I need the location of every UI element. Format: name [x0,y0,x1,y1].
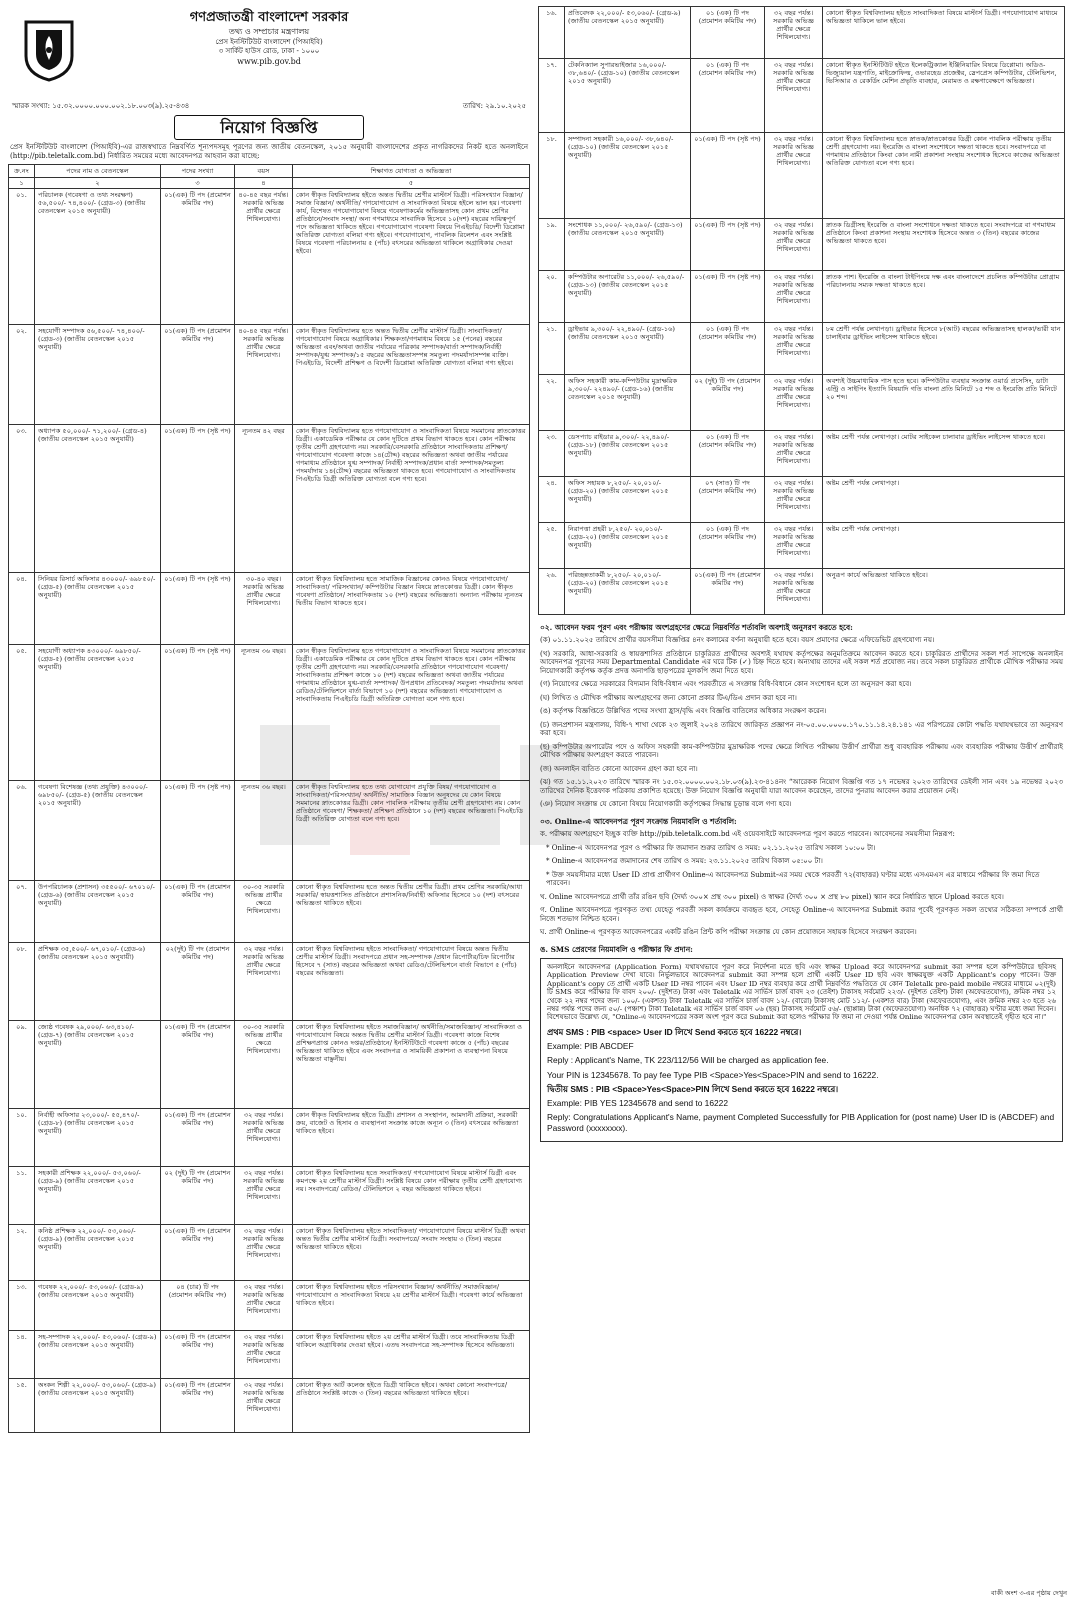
serial-cell: ০৫. [9,645,35,781]
post-cell: সহকারী প্রশিক্ষক ২২,০০০/- ৫৩,০৬০/- (গ্রেড-৯) (জাতীয় বেতনস্কেল ২০১৫ অনুযায়ী) [35,1167,161,1225]
serial-cell: ১৯. [539,219,565,271]
post-cell: অফিস সহায়ক ৮,২৫০/- ২০,০১০/- (গ্রেড-২০) (জাতীয় বেতনস্কেল ২০১৫ অনুযায়ী) [565,477,691,523]
serial-cell: ০৯. [9,1021,35,1109]
count-cell: ০১(এক) টি পদ (সৃষ্ট পদ) [161,781,235,881]
post-cell: নিরাপত্তা প্রহরী ৮,২৫০/- ২০,০১০/- (গ্রেড-২০) (জাতীয় বেতনস্কেল ২০১৫ অনুযায়ী) [565,523,691,569]
qualification-cell: কোন স্বীকৃত বিশ্ববিদ্যালয় হতে অন্তত দ্বিতীয় শ্রেণীর মাস্টার্স ডিগ্রী। সাংবাদিকতা/ গণযোগাযোগ বিষয়ে অগ্রাধিকার। শিক্ষকতা/গণমাধ্যম বিষয়ে ১৫ (পনের) বছরের অভিজ্ঞতা এবং/অথবা জাতীয় পর্যায়ের পত্রিকার সম্পাদক/বার্তা সম্পাদক/নির্বাহী সম্পাদক/যুগ্ম সম্পাদক/১৫ বছরের অভিজ্ঞতাসম্পন্ন সমতুল্য পদমর্যাদাসম্পন্ন ব্যক্তি। পিএইচডি, বিদেশী প্রশিক্ষণ ও বিদেশী ডিপ্লোমা অতিরিক্ত যোগ্যতা বলিয়া গণ্য হইবে। [293,325,530,425]
table-row [9,1167,530,1225]
online-accuracy-rule: গ. Online আবেদনপত্রে পূরণকৃত তথ্য যেহেতু পরবর্তী সকল কার্যক্রমে ব্যবহৃত হবে, সেহেতু Online-এ আবেদনপত্র Submit করার পূর্বেই পূরণকৃত সকল তথ্যের সঠিকতা সম্পর্কে প্রার্থী নিজে শতভাগ নিশ্চিত হবেন। [540,906,1063,923]
serial-cell: ২৩. [539,431,565,477]
age-cell: ৩২ বছর পর্যন্ত। সরকারি অভিজ্ঞ প্রার্থীর ক্ষেত্রে শিথিলযোগ্য। [235,1331,293,1379]
count-cell: ০১(এক) টি পদ (প্রমোশন কমিটির পদ) [691,569,765,615]
table-row [539,7,1065,59]
count-cell: ০১ (এক) টি পদ (প্রমোশন কমিটির পদ) [691,431,765,477]
condition-item: (ক) ০১.১১.২০২৫ তারিখে প্রার্থীর বয়সসীমা বিজ্ঞপ্তির ৪নং কলামের বর্ণনা অনুযায়ী হতে হবে। বয়স প্রমাণের ক্ষেত্রে এফিডেভিট গ্রহণযোগ্য নয়। [540,636,935,645]
table-row [9,1225,530,1281]
serial-cell: ২২. [539,375,565,431]
header-num: ১ [9,178,35,189]
table-row [9,781,530,881]
count-cell: ০৪ (চার) টি পদ (প্রমোশন কমিটির পদ) [161,1281,235,1331]
memo-number: স্মারক সংখ্যা: ১৫.৩২.০০০০.০০০.০০২.১৮.০০৩(৯).২৫-৪৩৪ [12,102,190,110]
age-cell: ৩২ বছর পর্যন্ত। সরকারি অভিজ্ঞ প্রার্থীর ক্ষেত্রে শিথিলযোগ্য। [235,943,293,1021]
age-cell: ৩২ বছর পর্যন্ত। সরকারি অভিজ্ঞ প্রার্থীর ক্ষেত্রে শিথিলযোগ্য। [765,7,823,59]
condition-item: (গ) নিয়োগের ক্ষেত্রে সরকারের বিদ্যমান বিধি-বিধান এবং পরবর্তীতে এ সংক্রান্ত বিধি-বিধানে কোন সংশোধন হলে তা অনুসরণ করা হবে। [540,680,912,689]
age-cell: ৩২ বছর পর্যন্ত। সরকারি অভিজ্ঞ প্রার্থীর ক্ষেত্রে শিথিলযোগ্য। [235,1281,293,1331]
table-row [539,133,1065,219]
serial-cell: ১৫. [9,1379,35,1433]
qualification-cell: কোনো স্বীকৃত ইনস্টিটিউট হইতে ইলেকট্রিক্যাল ইঞ্জিনিয়ারিং বিষয়ে ডিপ্লোমা। অডিও-ভিজ্যুয়াল যন্ত্রপাতি, মাইক্রোফিল্ম, ওভারহেড প্রজেক্টর, স্লেপপ্রেস কম্পিউটার, টেলিভিশন, ভিসিআর ও রেকর্ডিং মেশিন প্রভৃতি ব্যবহার, মেরামত ও রক্ষণাবেক্ষণে অভিজ্ঞতা। [823,59,1065,133]
table-row [539,477,1065,523]
count-cell: ০১(এক) টি পদ (সৃষ্ট পদ) [691,133,765,219]
header-count: পদের সংখ্যা [161,165,235,178]
ministry-name: তথ্য ও সম্প্রচার মন্ত্রণালয় [228,26,310,36]
table-row [9,573,530,645]
count-cell: ০২(দুই) টি পদ (প্রমোশন কমিটির পদ) [161,943,235,1021]
serial-cell: ২১. [539,323,565,375]
age-cell: ৩২ বছর পর্যন্ত। সরকারি অভিজ্ঞ প্রার্থীর ক্ষেত্রে শিথিলযোগ্য। [765,477,823,523]
table-header-number-row [9,178,530,189]
header-num: ২ [35,178,161,189]
qualification-cell: কোনো স্বীকৃত বিশ্ববিদ্যালয় হইতে সমাজবিজ্ঞান/ অর্থনীতি/সমাজবিজ্ঞান/ সাংবাদিকতা ও গণযোগাযোগ বিষয়ে অন্তত দ্বিতীয় শ্রেণীর মাস্টার্স ডিগ্রী। গবেষণা কাজে বিশেষ প্রশিক্ষণপ্রাপ্ত কোনও দপ্তর/প্রতিষ্ঠানে/ ইনস্টিটিউটে গবেষণা কাজে ৫ (পাঁচ) বছরের অভিজ্ঞতা থাকিতে হইবে এবং সংবাদপত্র ও সাময়িকী প্রকাশনা ও ব্যবস্থাপনা বিষয়ে অভিজ্ঞতা বাঞ্ছনীয়। [293,1021,530,1109]
serial-cell: ১৬. [539,7,565,59]
notice-title: নিয়োগ বিজ্ঞপ্তি [174,115,364,141]
table-row [539,569,1065,615]
serial-cell: ০৮. [9,943,35,1021]
qualification-cell: কোনো স্বীকৃত আর্ট কলেজ হইতে ডিগ্রী থাকিতে হইবে। অথবা কোনো সংবাদপত্রে/প্রতিষ্ঠানে সংশ্লিষ্ট কাজে ৩ (তিন) বছরের অভিজ্ঞতা থাকিতে হইবে। [293,1379,530,1433]
first-sms-label: প্রথম SMS : PIB <space> User ID লিখে Send করতে হবে 16222 নম্বরে। [547,1026,802,1037]
post-cell: পরিচালক (গবেষণা ও তথ্য সংরক্ষণ) ৫৬,৫০০/- ৭৪,৪০০/- (গ্রেড-৩) (জাতীয় বেতনস্কেল ২০১৫ অনুযায়ী) [35,189,161,325]
serial-cell: ১০. [9,1109,35,1167]
table-row [539,431,1065,477]
qualification-cell: কোনো স্বীকৃত বিশ্ববিদ্যালয় হতে অন্তত দ্বিতীয় শ্রেণীর ডিগ্রী। প্রথম শ্রেণির সরকারি/আধা সরকারি/ স্বায়ত্তশাসিত প্রতিষ্ঠানে প্রশাসনিক/নির্বাহী অফিসার হিসেবে ১০ (দশ) বৎসরের অভিজ্ঞতা থাকিতে হইবে। [293,881,530,943]
count-cell: ০১ (এক) টি পদ (প্রমোশন কমিটির পদ) [691,323,765,375]
table-row [9,1281,530,1331]
header-qualification: শিক্ষাগত যোগ্যতা ও অভিজ্ঞতা [293,165,530,178]
serial-cell: ১১. [9,1167,35,1225]
post-cell: টেকনিক্যাল সুপারভাইজার ১৬,০০০/- ৩৮,৬৪০/- (গ্রেড-১০) (জাতীয় বেতনস্কেল ২০১৫ অনুযায়ী) [565,59,691,133]
age-cell: ৩২ বছর পর্যন্ত। সরকারি অভিজ্ঞ প্রার্থীর ক্ষেত্রে শিথিলযোগ্য। [765,271,823,323]
first-sms-reply: Reply : Applicant's Name, TK 223/112/56 Will be charged as application fee. [547,1055,829,1066]
condition-item: (ঙ) কর্তৃপক্ষ বিজ্ঞপ্তিতে উল্লিখিত পদের সংখ্যা হ্রাস/বৃদ্ধি এবং বিজ্ঞপ্তি বাতিলের অধিকার সংরক্ষণ করেন। [540,707,827,716]
government-name: গণপ্রজাতন্ত্রী বাংলাদেশ সরকার [189,10,349,25]
online-fee-note: * উক্ত সময়সীমার মধ্যে User ID প্রাপ্ত প্রার্থীগণ Online-এ আবেদনপত্র Submit-এর সময় থেকে পরবর্তী ৭২(বাহাত্তর) ঘণ্টার মধ্যে এসএমএস এর মাধ্যমে পরীক্ষার ফি জমা দিতে পারবেন। [546,870,1040,888]
serial-cell: ১৪. [9,1331,35,1379]
online-end-date: * Online-এ আবেদনপত্র জমাদানের শেষ তারিখ ও সময়: ২৩.১১.২০২৫ তারিখ বিকাল ০৫:০০ টা। [546,857,823,866]
condition-item: (জ) অনলাইন ব্যতিত কোনো আবেদন গ্রহণ করা হবে না। [540,764,698,773]
age-cell: ৩২ বছর পর্যন্ত। সরকারি অভিজ্ঞ প্রার্থীর ক্ষেত্রে শিথিলযোগ্য। [765,133,823,219]
table-row [539,271,1065,323]
condition-item: (খ) সরকারি, আধা-সরকারি ও স্বায়ত্তশাসিত প্রতিষ্ঠানে চাকুরিরত প্রার্থীদের অবশ্যই যথাযথ কর্তৃপক্ষের অনুমতিক্রমে আবেদন করতে হবে। চাকুরিরত প্রার্থীদের সকল শর্ত সাপেক্ষে অনলাইন আবেদনপত্র পূরণের সময় Departmental Candidate এর ঘরে টিক (✓) চিহ্ন দিতে হবে। অন্যথায় তাদের এই সকল শর্ত প্রযোজ্য নয়। তবে সকল চাকুরিরত প্রার্থীকে মৌখিক পরীক্ষার সময় নিয়োগকারী কর্তৃপক্ষ কর্তৃক প্রদত্ত অনাপত্তি ছাড়পত্রের মূলকপি জমা দিতে হবে। [540,649,1063,675]
table-row [9,1021,530,1109]
header-num: ৪ [235,178,293,189]
website-link[interactable]: www.pib.gov.bd [237,56,301,66]
post-cell: গবেষণা বিশেষজ্ঞ (তথ্য প্রযুক্তি) ৪৩০০০/- ৬৯৮৫০/- (গ্রেড-৫) (জাতীয় বেতনস্কেল ২০১৫ অনুযায়ী) [35,781,161,881]
age-cell: ৪০-৪৫ বছর পর্যন্ত। সরকারি অভিজ্ঞ প্রার্থীর ক্ষেত্রে শিথিলযোগ্য। [235,325,293,425]
table-row [539,523,1065,569]
conditions-title: ০২. আবেদন ফরম পূরণ এবং পরীক্ষায় অংশগ্রহণের ক্ষেত্রে নিম্নবর্ণিত শর্তাবলি অবশ্যই অনুসরণ করতে হবে: [540,623,853,632]
count-cell: ০১(এক) টি পদ (প্রমোশন কমিটির পদ) [161,881,235,943]
serial-cell: ০৬. [9,781,35,881]
count-cell: ০১(এক) টি পদ (সৃষ্ট পদ) [161,573,235,645]
left-column [8,6,530,1594]
age-cell: ৩২ বছর পর্যন্ত। সরকারি অভিজ্ঞ প্রার্থীর ক্ষেত্রে শিথিলযোগ্য। [235,1379,293,1433]
count-cell: ০১ (এক) টি পদ (প্রমোশন কমিটির পদ) [691,7,765,59]
age-cell: ৩০-৪০ বছর। সরকারি অভিজ্ঞ প্রার্থীর ক্ষেত্রে শিথিলযোগ্য। [235,573,293,645]
qualification-cell: অষ্টম শ্রেণী পর্যন্ত লেখাপড়া। [823,477,1065,523]
online-photo-rule: খ. Online আবেদনপত্রে প্রার্থী তাঁর রঙিন ছবি (দৈর্ঘ্য ৩০০× প্রস্থ ৩০০ pixel) ও স্বাক্ষর (দৈর্ঘ্য ৩০০ × প্রস্থ ৮০ pixel) স্ক্যান করে নির্ধারিত স্থানে Upload করতে হবে। [540,892,1004,901]
serial-cell: ২৪. [539,477,565,523]
table-row [9,943,530,1021]
post-cell: প্রতিবেদক ২২,০০০/- ৫৩,০৬০/- (গ্রেড-৯) (জাতীয় বেতনস্কেল ২০১৫ অনুযায়ী) [565,7,691,59]
age-cell: ৩২ বছর পর্যন্ত। সরকারি অভিজ্ঞ প্রার্থীর ক্ষেত্রে শিথিলযোগ্য। [765,523,823,569]
serial-cell: ২৬. [539,569,565,615]
qualification-cell: কোন স্বীকৃত বিশ্ববিদ্যালয় হইতে ডিগ্রী। প্রশাসন ও সংস্থাপন, আমদানী প্রক্রিয়া, সরকারী ক্রয়, বাজেট ও হিসাব ও ব্যবস্থাপনা সংক্রান্ত কাজে অন্যূন ৩ (তিন) বৎসরের অভিজ্ঞতা থাকিতে হইবে। [293,1109,530,1167]
age-cell: ৩২ বছর পর্যন্ত। সরকারি অভিজ্ঞ প্রার্থীর ক্ষেত্রে শিথিলযোগ্য। [235,1225,293,1281]
vacancy-table-left [8,164,530,1433]
qualification-cell: কোনো স্বীকৃত বিশ্ববিদ্যালয় হইতে পরিসংখ্যান বিজ্ঞান/ অর্থনীতি/ সমাজবিজ্ঞান/ গণযোগাযোগ ও সাংবাদিকতা বিষয়ে ২য় শ্রেণীর মাস্টার্স ডিগ্রী। গবেষণা কার্যে অভিজ্ঞতা থাকিতে হইবে। [293,1281,530,1331]
continued-note: বাকী অংশ ৩-এর পৃষ্ঠায় দেখুন [991,1589,1067,1598]
serial-cell: ০২. [9,325,35,425]
condition-item: (ছ) কম্পিউটার অপারেটর পদে ও অফিস সহকারী কাম-কম্পিউটার মুদ্রাক্ষরিক পদের ক্ষেত্রে লিখিত পরীক্ষায় উত্তীর্ণ প্রার্থীরা শুধু ব্যবহারিক পরীক্ষায় এবং ব্যবহারিক পরীক্ষায় উত্তীর্ণ প্রার্থীরাই মৌখিক পরীক্ষায় অংশগ্রহণ করতে পারবেন। [540,742,1063,760]
qualification-cell: কোনো স্বীকৃত বিশ্ববিদ্যালয় হইতে সাংবাদিকতা বিষয়ে মাস্টার্স ডিগ্রী। গণযোগাযোগ মাধ্যমে অভিজ্ঞতা থাকিলে ভাল হইবে। [823,7,1065,59]
count-cell: ০১(এক) টি পদ (সৃষ্ট পদ) [691,219,765,271]
post-cell: প্রশিক্ষক ৩৫,৫০০/- ৬৭,০১০/- (গ্রেড-৬) (জাতীয় বেতনস্কেল ২০১৫ অনুযায়ী) [35,943,161,1021]
vacancy-table-right [538,6,1065,615]
qualification-cell: কোন স্বীকৃত বিশ্ববিদ্যালয় হইতে অন্তত দ্বিতীয় শ্রেণীর মাস্টার্স ডিগ্রী। পরিসংখ্যান বিজ্ঞান/সমাজ বিজ্ঞান/ অর্থনীতি/ গণযোগাযোগ ও সাংবাদিকতা বিষয়ে হইলে ভাল হয়। গবেষণা কার্য, বিশেষত গণযোগাযোগ বিষয়ে গবেষণাকর্মের অভিজ্ঞতাসহ কোন প্রথম শ্রেণির প্রতিষ্ঠানে/সংবাদ সংস্থা/ অন্য গণমাধ্যমে সাংবাদিক হিসেবে ১০(দশ) বছরের দায়িত্বপূর্ণ পদে অভিজ্ঞতা থাকিতে হইবে। গণযোগাযোগ গবেষণা বিষয়ে পিএইচডি/ বিদেশী ডিপ্লোমা অতিরিক্ত যোগ্যতা বলিয়া গণ্য হইবে। গণযোগাযোগ, পাবলিক রিলেশন এবং সংশ্লিষ্ট বিষয়ে গবেষণা পরিচালনায় ৫ (পাঁচ) বৎসরের অভিজ্ঞতা থাকিলে অগ্রাধিকার দেওয়া হইবে। [293,189,530,325]
table-row [9,189,530,325]
header-num: ৩ [161,178,235,189]
condition-item: (ঝ) গত ১৫.১১.২০২৩ তারিখে স্মারক নং ১৫.৩২.০০০০.০০২.১৮.০৩(৯).২৩-৪১৪নং “আরেকক নিয়োগ বিজ্ঞপ্তি গত ১৭ নভেম্বর ২০২৩ তারিখের ডেইলী সান এবং ১৯ নভেম্বর ২০২৩ তারিখের দৈনিক ইত্তেফাক পত্রিকায় প্রকাশিত হয়েছে। উক্ত নিয়োগ বিজ্ঞপ্তি অনুযায়ী যারা আবেদন করেছেন, তাদের পুনরায় আবেদন করার প্রয়োজন নেই। [540,778,1063,795]
serial-cell: ১২. [9,1225,35,1281]
post-cell: কম্পিউটার অপারেটর ১১,০০০/- ২৬,৫৯০/- (গ্রেড-১৩) (জাতীয় বেতনস্কেল ২০১৫ অনুযায়ী) [565,271,691,323]
header-age: বয়স [235,165,293,178]
serial-cell: ১৭. [539,59,565,133]
table-row [539,219,1065,271]
age-cell: ন্যূনতম ৩৬ বছর। [235,645,293,781]
count-cell: ০৭ (সাত) টি পদ (প্রমোশন কমিটির পদ) [691,477,765,523]
online-intro: ক. পরীক্ষায় অংশগ্রহণে ইচ্ছুক ব্যক্তি http://pib.teletalk.com.bd এই ওয়েবসাইটে আবেদনপত্র পূরণ করতে পারবেন। আবেদনের সময়সীমা নিম্নরূপ: [540,830,955,839]
serial-cell: ০৪. [9,573,35,645]
institute-address: ৩ সার্কিট হাউস রোড, ঢাকা - ১০০০ [218,47,320,56]
post-cell: ডেসপ্যাচ রাইডার ৯,৩০০/- ২২,৪৯০/- (গ্রেড-১৮) (জাতীয় বেতনস্কেল ২০১৫ অনুযায়ী) [565,431,691,477]
post-cell: সহযোগী অধ্যাপক ৪৩০০০/- ৬৯৮৫০/- (গ্রেড-৫) (জাতীয় বেতনস্কেল ২০১৫ অনুযায়ী) [35,645,161,781]
institute-name: প্রেস ইনস্টিটিউট বাংলাদেশ (পিআইবি) [215,37,323,46]
sms-title: ঙ. SMS প্রেরণের নিয়মাবলি ও পরীক্ষার ফি প্রদান: [540,944,693,954]
header-serial: ক্র.নং [9,165,35,178]
qualification-cell: কোনো স্বীকৃত বিশ্ববিদ্যালয় হইতে সাংবাদিকতা/ গণযোগাযোগ বিষয়ে মাস্টার্স ডিগ্রী অথবা অন্তত দ্বিতীয় শ্রেণীর মাস্টার্স ডিগ্রী। সংবাদপত্রে/ সংবাদ সংস্থায় ৩ (তিন) বছরের অভিজ্ঞতা থাকিতে হইবে। [293,1225,530,1281]
table-row [9,425,530,573]
serial-cell: ১৮. [539,133,565,219]
online-print-rule: ঘ. প্রার্থী Online-এ পূরণকৃত আবেদনপত্রের একটি রঙিন প্রিন্ট কপি পরীক্ষা সংক্রান্ত যে কোন প্রয়োজনে সহায়ক হিসেবে সংরক্ষণ করবেন। [540,928,917,937]
post-cell: সহ-সম্পাদক ২২,০০০/- ৫৩,০৬০/- (গ্রেড-৯) (জাতীয় বেতনস্কেল ২০১৫ অনুযায়ী) [35,1331,161,1379]
first-sms-example: Example: PIB ABCDEF [547,1041,634,1052]
serial-cell: ০৭. [9,881,35,943]
age-cell: ৩২ বছর পর্যন্ত। সরকারি অভিজ্ঞ প্রার্থীর ক্ষেত্রে শিথিলযোগ্য। [235,1167,293,1225]
post-cell: অধ্যাপক ৫০,০০০/- ৭১,২০০/- (গ্রেড-৪) (জাতীয় বেতনস্কেল ২০১৫ অনুযায়ী) [35,425,161,573]
post-cell: জ্যেষ্ঠ গবেষক ২৯,০০০/- ৬৩,৪১০/- (গ্রেড-৭) (জাতীয় বেতনস্কেল ২০১৫ অনুযায়ী) [35,1021,161,1109]
table-row [9,1331,530,1379]
post-cell: অংকন শিল্পী ২২,০০০/- ৫৩,০৬০/- (গ্রেড-৯) (জাতীয় বেতনস্কেল ২০১৫ অনুযায়ী) [35,1379,161,1433]
intro-paragraph: প্রেস ইনস্টিটিউট বাংলাদেশ (পিআইবি)-এর রাজস্বখাতে নিম্নবর্ণিত শূন্যপদসমূহ পূরণের জন্য জাতীয় বেতনস্কেল, ২০১৫ অনুযায়ী বাংলাদেশের প্রকৃত নাগরিকদের নিকট হতে অনলাইনে (http://pib.teletalk.com.bd) নির্ধারিত সময়ের মধ্যে আবেদনপত্র আহবান করা যাচ্ছে: [10,143,528,160]
count-cell: ০১ (এক) টি পদ (প্রমোশন কমিটির পদ) [691,523,765,569]
memo-row [12,102,526,111]
age-cell: ৩০-৩৫ সরকারি অভিজ্ঞ প্রার্থীর ক্ষেত্রে শিথিলযোগ্য। [235,1021,293,1109]
count-cell: ০১(এক) টি পদ (প্রমোশন কমিটির পদ) [161,1225,235,1281]
serial-cell: ০১. [9,189,35,325]
count-cell: ০১(এক) টি পদ (প্রমোশন কমিটির পদ) [161,1379,235,1433]
second-sms-example: Example: PIB YES 12345678 and send to 16222 [547,1098,728,1109]
table-row [9,1379,530,1433]
serial-cell: ২৫. [539,523,565,569]
table-row [539,59,1065,133]
condition-item: (ঞ) নিয়োগ সংক্রান্ত যে কোনো বিষয়ে নিয়োগকারী কর্তৃপক্ষের সিদ্ধান্ত চূড়ান্ত বলে গণ্য হবে। [540,800,792,809]
post-cell: সংশোধক ১১,০০০/- ২৬,৫৯০/- (গ্রেড-১৩) (জাতীয় বেতনস্কেল ২০১৫ অনুযায়ী) [565,219,691,271]
post-cell: ড্রাইভার ৯,৩০০/- ২২,৪৯০/- (গ্রেড-১৬) (জাতীয় বেতনস্কেল ২০১৫ অনুযায়ী) [565,323,691,375]
age-cell: ৩২ বছর পর্যন্ত। সরকারি অভিজ্ঞ প্রার্থীর ক্ষেত্রে শিথিলযোগ্য। [765,323,823,375]
count-cell: ০১(এক) টি পদ (প্রমোশন কমিটির পদ) [161,1331,235,1379]
count-cell: ০১(এক) টি পদ (সৃষ্ট পদ) [161,645,235,781]
qualification-cell: স্নাতক ডিগ্রীসহ ইংরেজি ও বাংলা সংশোধনে দক্ষতা থাকতে হবে। সংবাদপত্রে বা গণমাধ্যম প্রতিষ্ঠানে কিংবা প্রকাশনা সংস্থায় সংশোধক হিসেবে অন্তত ৩ (তিন) বছরের কাজের অভিজ্ঞতা থাকতে হবে। [823,219,1065,271]
serial-cell: ০৩. [9,425,35,573]
qualification-cell: কোনো স্বীকৃত বিশ্ববিদ্যালয় হইতে সাংবাদিকতা/ গণযোগাযোগ বিষয়ে অন্তত দ্বিতীয় শ্রেণীর মাস্টার্স ডিগ্রী। সংবাদপত্রে প্রধান সহ-সম্পাদক /প্রধান রিপোর্টার/চিফ রিপোর্টার হিসেবে ৭ (সাত) বছরের অভিজ্ঞতা অথবা রেডিও/টেলিভিশনে বার্তা বিভাগে ৫ (পাঁচ) বছরের অভিজ্ঞতা। [293,943,530,1021]
qualification-cell: অনুরূপ কার্যে অভিজ্ঞতা থাকিতে হইবে। [823,569,1065,615]
second-sms-reply: Reply: Congratulations Applicant's Name, payment Completed Successfully for PIB Application for (post name) User ID is (ABCDEF) and Password (xxxxxxxx). [547,1112,1055,1133]
qualification-cell: কোনো স্বীকৃত বিশ্ববিদ্যালয় হতে স্নাতক/স্নাতকোত্তর ডিগ্রী কোন পাবলিক পরীক্ষায় তৃতীয় শ্রেণী গ্রহণযোগ্য নয়। ইংরেজি ও বাংলা সংশোধনে দক্ষতা থাকতে হবে। সংবাদপত্রে বা গণমাধ্যম প্রতিষ্ঠানে কিংবা কোন নামী প্রকাশনা সংস্থায় সংশোধক হিসেবে কাজের অভিজ্ঞতা অতিরিক্ত যোগ্যতা বলে গণ্য হবে। [823,133,1065,219]
post-cell: নির্বাহী অফিসার ২৩,০০০/- ৫৫,৪৭০/- (গ্রেড-৮) (জাতীয় বেতনস্কেল ২০১৫ অনুযায়ী) [35,1109,161,1167]
post-cell: গবেষক ২২,০০০/- ৫৩,০৬০/- (গ্রেড-৯) (জাতীয় বেতনস্কেল ২০১৫ অনুযায়ী) [35,1281,161,1331]
age-cell: ৩২ বছর পর্যন্ত। সরকারি অভিজ্ঞ প্রার্থীর ক্ষেত্রে শিথিলযোগ্য। [765,219,823,271]
online-start-date: * Online-এ আবেদনপত্র পূরণ ও পরীক্ষার ফি জমাদান শুরুর তারিখ ও সময়: ০২.১১.২০২৫ তারিখ সকাল ১০:০০ টা। [546,843,876,852]
table-row [9,645,530,781]
table-row [539,375,1065,431]
qualification-cell: কোনো স্বীকৃত বিশ্ববিদ্যালয় হতে সংবাদিকতা/ গণযোগাযোগ বিষয়ে মাস্টার্স ডিগ্রী এবং কমপক্ষে ২য় শ্রেণীর মাস্টার্স ডিগ্রী। সংশ্লিষ্ট বিষয়ে কোন পরীক্ষায় তৃতীয় শ্রেণী গ্রহণযোগ্য নয়। সংবাদপত্রে/ রেডিও/ টেলিভিশনে ২ বছর অভিজ্ঞতা থাকিতে হইবে। [293,1167,530,1225]
post-cell: সিনিয়র রিসার্চ অফিসার ৪৩০০০/- ৬৯৮৫০/- (গ্রেড-৫) (জাতীয় বেতনস্কেল ২০১৫ অনুযায়ী) [35,573,161,645]
table-row [9,1109,530,1167]
header-post: পদের নাম ও বেতনস্কেল [35,165,161,178]
qualification-cell: অবশ্যই উচ্চমাধ্যমিক পাস হতে হবে। কম্পিউটার ব্যবহার সংক্রান্ত ওয়ার্ড প্রসেসিং, ডাটা এন্ট্রি ও সাইপিং ইত্যাদি বিষয়াদি গতি বাংলা প্রতি মিনিটে ১৫ শব্দ ও ইংরেজি প্রতি মিনিটে ২০ শব্দ। [823,375,1065,431]
condition-item: (ঘ) লিখিত ও মৌখিক পরীক্ষায় অংশগ্রহণের জন্য কোনো প্রকার টিএ/ডিএ প্রদান করা হবে না। [540,693,797,702]
sms-paragraph: অনলাইনে আবেদনপত্র (Application Form) যথাযথভাবে পূরণ করে নির্দেশনা মতে ছবি এবং স্বাক্ষর Upload করে আবেদনপত্র submit করা সম্পন্ন হলে কম্পিউটারে ছবিসহ Application Preview দেখা যাবে। নির্ভুলভাবে আবেদনপত্র submit করা সম্পন্ন হলে প্রার্থী একটি User ID ছবি এবং স্বাক্ষরযুক্ত একটি Applicant's copy পাবেন। উক্ত Applicant's copy তে প্রার্থী একটি User ID নম্বর পাবেন এবং User ID নম্বর ব্যবহার করে প্রার্থী নিম্নবর্ণিত পদ্ধতিতে যে কোন Teletalk pre-paid mobile নম্বরের মাধ্যমে ০২(দুই) টি SMS করে পরীক্ষার ফি বাবদ ২০০/- (দুইশত) টাকা এবং Teletalk এর সার্ভিস চার্জ বাবদ ২৩ (তেইশ) টাকাসহ সর্বমোট ২২৩/- (দুইশত তেইশ) টাকা (অফেরতযোগ্য), ক্রমিক নম্বর ১২ থেকে ২২ নম্বর পদের জন্য ১০০/- (একশত) টাকা Teletalk এর সার্ভিস চার্জ বাবদ ১২/- (বারো) টাকাসহ মোট ১১২/- (একশত বার) টাকা (অফেরতযোগ্য), এবং ক্রমিক নম্বর ২৩ হতে ২৬ নম্বর পর্যন্ত পদের জন্য ৫০/- (পঞ্চাশ) টাকা Teletalk এর সার্ভিস চার্জ বাবদ ০৬ (ছয়) টাকাসহ সর্বমোট ৫৬/- (ছাপ্পান্ন) টাকা (অফেরতযোগ্য) অনধিক ৭২ (বাহাত্তর) ঘণ্টার মধ্যে জমা দিবেন। বিশেষভাবে উল্লেখ্য যে, "Online-এ আবেদনপত্রের সকল অংশ পূরণ করে Submit করা হলেও পরীক্ষার ফি জমা না দেওয়া পর্যন্ত Online আবেদনপত্র কোন অবস্থাতেই গৃহীত হবে না।" [547,962,1056,1022]
table-row [539,323,1065,375]
count-cell: ০১(এক) টি পদ (প্রমোশন কমিটির পদ) [161,1109,235,1167]
table-row [9,881,530,943]
notice-date: তারিখ: ২৯.১০.২০২৫ [462,102,526,110]
count-cell: ০১(এক) টি পদ (সৃষ্ট পদ) [691,271,765,323]
qualification-cell: কোন স্বীকৃত বিশ্ববিদ্যালয় হতে তথ্য যোগাযোগ প্রযুক্তি বিষয়/ গণযোগাযোগ ও সাংবাদিকতা/পরিসংখ্যান/ অর্থনীতি/ সামাজিক বিজ্ঞান অনুষদের যে কোন বিষয়ে সমমানের স্নাতকোত্তর ডিগ্রী। কোন পাবলিক পরীক্ষায় তৃতীয় শ্রেণী গ্রহণযোগ্য নয়। কোন প্রতিষ্ঠানে গবেষণা/ শিক্ষকতা/ প্রশিক্ষণ প্রতিষ্ঠানে ১০ (দশ) বছরের অভিজ্ঞতা। পিএইচডি ডিগ্রী অতিরিক্ত যোগ্যতা বলে গণ্য হবে। [293,781,530,881]
age-cell: ন্যূনতম ৪২ বছর [235,425,293,573]
age-cell: ৩২ বছর পর্যন্ত। সরকারি অভিজ্ঞ প্রার্থীর ক্ষেত্রে শিথিলযোগ্য। [235,1109,293,1167]
qualification-cell: অষ্টম শ্রেণী পর্যন্ত লেখাপড়া। [823,523,1065,569]
count-cell: ০২ (দুই) টি পদ (প্রমোশন কমিটির পদ) [161,1167,235,1225]
online-title: ০৩. Online-এ আবেদনপত্র পূরণ সংক্রান্ত নিয়মাবলি ও শর্তাবলি: [540,817,737,826]
age-cell: ৩২ বছর পর্যন্ত। সরকারি অভিজ্ঞ প্রার্থীর ক্ষেত্রে শিথিলযোগ্য। [765,431,823,477]
serial-cell: ২০. [539,271,565,323]
count-cell: ০২ (দুই) টি পদ (প্রমোশন কমিটির পদ) [691,375,765,431]
post-cell: পরিচ্ছন্নতাকর্মী ৮,২৫০/- ২০,০১০/- (গ্রেড-২০) (জাতীয় বেতনস্কেল ২০১৫ অনুযায়ী) [565,569,691,615]
table-header-row [9,165,530,178]
count-cell: ০১(এক) টি পদ (প্রমোশন কমিটির পদ) [161,1021,235,1109]
serial-cell: ১৩. [9,1281,35,1331]
right-column [538,6,1065,1594]
qualification-cell: কোন স্বীকৃত বিশ্ববিদ্যালয় হতে গণযোগাযোগ ও সাংবাদিকতা বিষয়ে সমমানের স্নাতকোত্তর ডিগ্রী। একাডেমিক পরীক্ষার যে কোন দুটিতে প্রথম বিভাগ থাকতে হবে। কোন পরীক্ষায় তৃতীয় শ্রেণী গ্রহণযোগ্য নয়। সরকারি/বেসরকারি প্রতিষ্ঠানে সাংবাদিকতায় প্রশিক্ষণ/ গণযোগাযোগ গবেষণা কাজে ১৪(চৌদ্দ) বছরের অভিজ্ঞতা অথবা জাতীয় পর্যায়ের গণমাধ্যম প্রতিষ্ঠানে যুগ্ম সম্পাদক/ নির্বাহী সম্পাদক/প্রধান বার্তা সম্পাদক/সমতুল্য পদমর্যাদায় ১৪(চৌদ্দ) বছরের অভিজ্ঞতা থাকতে হবে। গণযোগাযোগ ও সাংবাদিকতায় পিএইচডি ডিগ্রী অতিরিক্ত যোগ্যতা বলে গণ্য হবে। [293,425,530,573]
table-row [9,325,530,425]
post-cell: কনিষ্ঠ প্রশিক্ষক ২২,০০০/- ৫৩,০৬০/- (গ্রেড-৯) (জাতীয় বেতনস্কেল ২০১৫ অনুযায়ী) [35,1225,161,1281]
age-cell: ৩২ বছর পর্যন্ত। সরকারি অভিজ্ঞ প্রার্থীর ক্ষেত্রে শিথিলযোগ্য। [765,375,823,431]
pin-instruction: Your PIN is 12345678. To pay fee Type PIB <Space>Yes<Space>PIN and send to 16222. [547,1069,879,1080]
age-cell: ন্যূনতম ৩৬ বছর। [235,781,293,881]
qualification-cell: ৮ম শ্রেণী পর্যন্ত লেখাপড়া। ড্রাইভার হিসেবে ৮(আট) বছরের অভিজ্ঞতাসহ হালকা/ভারী যান চালাইবার ড্রাইভিং লাইসেন্স থাকিতে হইবে। [823,323,1065,375]
qualification-cell: কোনো স্বীকৃত বিশ্ববিদ্যালয় হইতে ২য় শ্রেণীর মাস্টার্স ডিগ্রী। তবে সাংবাদিকতায় ডিগ্রী থাকিলে অগ্রাধিকার দেওয়া হইবে। এতদ্ব সংবাদপত্রে সহ-সম্পাদক হিসেবে অভিজ্ঞতা। [293,1331,530,1379]
qualification-cell: কোনো স্বীকৃত বিশ্ববিদ্যালয় হতে সামাজিক বিজ্ঞানের কোনও বিষয়ে গণযোগাযোগ/ সাংবাদিকতা/ পরিসংখ্যান/ কম্পিউটার বিজ্ঞান বিষয়ে স্নাতকোত্তর ডিগ্রী। কোন স্বীকৃত গবেষণা প্রতিষ্ঠানে/ সাংবাদিকতায় ১০ (দশ) বছরের অভিজ্ঞতা। অন্যান্য পরীক্ষায় ন্যূনতম দ্বিতীয় বিভাগ থাকতে হবে। [293,573,530,645]
age-cell: ৩২ বছর পর্যন্ত। সরকারি অভিজ্ঞ প্রার্থীর ক্ষেত্রে শিথিলযোগ্য। [765,59,823,133]
age-cell: ৪০-৪৫ বছর পর্যন্ত। সরকারি অভিজ্ঞ প্রার্থীর ক্ষেত্রে শিথিলযোগ্য। [235,189,293,325]
post-cell: উপপরিচালক (প্রশাসন) ৩৫৫০০/- ৬৭০১০/- (গ্রেড-৬) (জাতীয় বেতনস্কেল ২০১৫ অনুযায়ী) [35,881,161,943]
qualification-cell: স্নাতক পাশ। ইংরেজি ও বাংলা টাইপিংয়ে দক্ষ এবং বাংলাদেশে প্রচলিত কম্পিউটার প্রোগ্রাম পরিচালনায় সম্যক দক্ষতা থাকতে হবে। [823,271,1065,323]
government-emblem-icon [22,16,76,82]
count-cell: ০১(এক) টি পদ (প্রমোশন কমিটির পদ) [161,325,235,425]
post-cell: সম্পাদনা সহকারী ১৬,০০০/- ৩৮,৬৪০/- (গ্রেড-১০) (জাতীয় বেতনস্কেল ২০১৫ অনুযায়ী) [565,133,691,219]
count-cell: ০১ (এক) টি পদ (প্রমোশন কমিটির পদ) [691,59,765,133]
qualification-cell: কোন স্বীকৃত বিশ্ববিদ্যালয় হতে গণযোগাযোগ ও সাংবাদিকতা বিষয়ে সমমানের স্নাতকোত্তর ডিগ্রী। একাডেমিক পরীক্ষার যে কোন দুটিতে প্রথম বিভাগ থাকতে হবে। কোন পরীক্ষায় তৃতীয় শ্রেণী গ্রহণযোগ্য নয়। সরকারি/বেসরকারি প্রতিষ্ঠানে গণযোগাযোগ গবেষণা/ সাংবাদিকতায় প্রশিক্ষণ কাজে ১০ (দশ) বছরের অভিজ্ঞতা অথবা জাতীয় পর্যায়ের গণমাধ্যম প্রতিষ্ঠানে যুগ্ম-বার্তা সম্পাদক/ উপপ্রধান প্রতিবেদক/ সমতুল্য পদমর্যাদায় অথবা রেডিও/টেলিভিশনে বার্তা বিভাগে ১০ (দশ) বছরের অভিজ্ঞতা। গণযোগাযোগ ও সাংবাদিকতায় পিএইচডি ডিগ্রী অতিরিক্ত যোগ্যতা বলে গণ্য হবে। [293,645,530,781]
second-sms-label: দ্বিতীয় SMS : PIB <Space>Yes<Space>PIN লিখে Send করতে হবে 16222 নম্বরে। [547,1083,839,1094]
post-cell: অফিস সহকারী কাম-কম্পিউটার মুদ্রাক্ষরিক ৯,৩০০/- ২২৪৯০/- (গ্রেড-১৬) (জাতীয় বেতনস্কেল ২০১৫ অনুযায়ী) [565,375,691,431]
post-cell: সহযোগী সম্পাদক ৫৬,৫০০/- ৭৪,৪০০/- (গ্রেড-৩) (জাতীয় বেতনস্কেল ২০১৫ অনুযায়ী) [35,325,161,425]
count-cell: ০১(এক) টি পদ (প্রমোশন কমিটির পদ) [161,189,235,325]
qualification-cell: অষ্টম শ্রেণী পর্যন্ত লেখাপড়া। মোটর সাইকেল চালাবার ড্রাইভিং লাইসেন্স থাকতে হবে। [823,431,1065,477]
age-cell: ৩০-৩৫ সরকারি অভিজ্ঞ প্রার্থীর ক্ষেত্রে শিথিলযোগ্য। [235,881,293,943]
header-num: ৫ [293,178,530,189]
sms-instructions-box [540,958,1063,1142]
letterhead [8,10,530,100]
age-cell: ৩২ বছর পর্যন্ত। সরকারি অভিজ্ঞ প্রার্থীর ক্ষেত্রে শিথিলযোগ্য। [765,569,823,615]
conditions-list [538,636,1065,809]
count-cell: ০১(এক) টি পদ (সৃষ্ট পদ) [161,425,235,573]
condition-item: (চ) জনপ্রশাসন মন্ত্রণালয়, বিধি-৭ শাখা থেকে ২৩ জুলাই ২০২৪ তারিখে জারিকৃত প্রজ্ঞাপন নং-০৫.০০.০০০০.১৭০.১১.১৪.২৪.১৪১ এর পরিপত্রের কোটা পদ্ধতি যথাযথভাবে তা অনুসরণ করা হবে। [540,720,1063,738]
